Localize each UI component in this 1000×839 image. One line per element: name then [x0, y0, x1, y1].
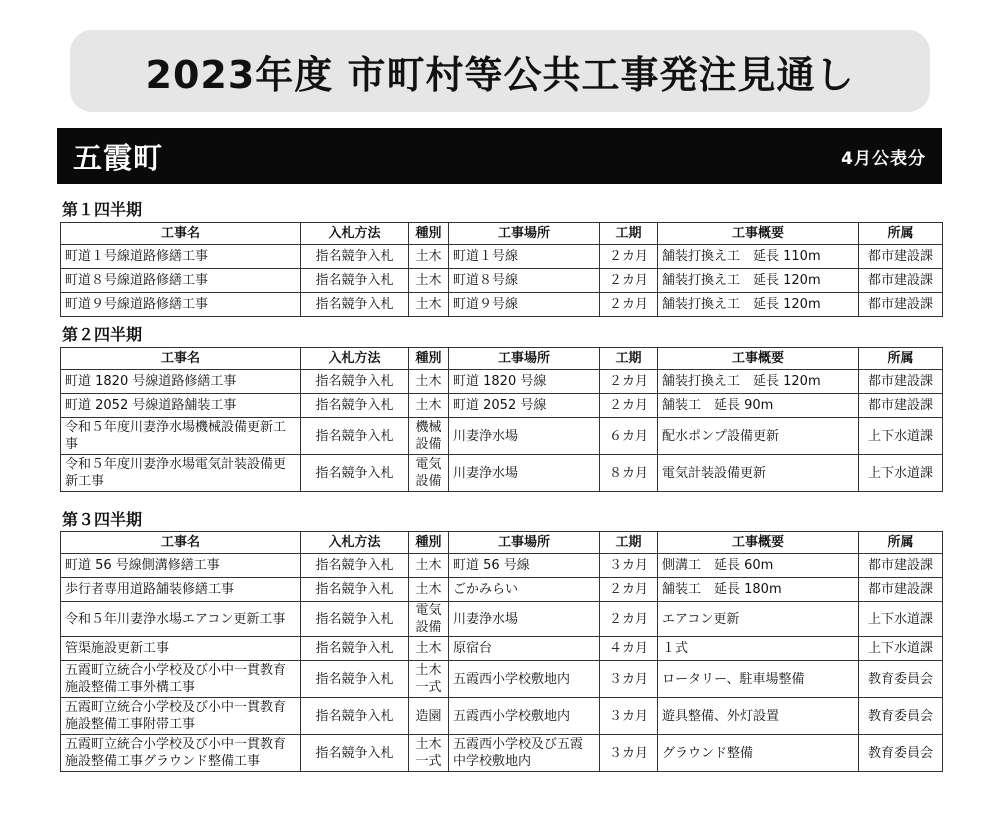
- header-summary: 工事概要: [658, 223, 859, 245]
- summary: 舗装打換え工 延長 120m: [658, 370, 859, 394]
- department: 上下水道課: [859, 418, 943, 455]
- table-row: [61, 661, 943, 698]
- category: 造園: [409, 698, 449, 735]
- header-period: 工期: [600, 223, 658, 245]
- table-row: [61, 418, 943, 455]
- department: 都市建設課: [859, 394, 943, 418]
- header-summary: 工事概要: [658, 348, 859, 370]
- summary: ロータリー、駐車場整備: [658, 661, 859, 698]
- category: 土木: [409, 370, 449, 394]
- table-row: [61, 269, 943, 293]
- bid-method: 指名競争入札: [301, 698, 409, 735]
- period: ８カ月: [600, 455, 658, 492]
- location: 川妻浄水場: [449, 602, 600, 637]
- table-row: [61, 698, 943, 735]
- category: 土木: [409, 269, 449, 293]
- department: 上下水道課: [859, 455, 943, 492]
- project-name: 五霞町立統合小学校及び小中一貫教育施設整備工事外構工事: [61, 661, 301, 698]
- bid-method: 指名競争入札: [301, 637, 409, 661]
- category: 土木: [409, 578, 449, 602]
- category: 電気設備: [409, 602, 449, 637]
- department: 都市建設課: [859, 269, 943, 293]
- period: ４カ月: [600, 637, 658, 661]
- bid-method: 指名競争入札: [301, 602, 409, 637]
- department: 上下水道課: [859, 637, 943, 661]
- title-banner: [70, 30, 930, 112]
- location: 町道 1820 号線: [449, 370, 600, 394]
- header-project-name: 工事名: [61, 223, 301, 245]
- summary: 側溝工 延長 60m: [658, 554, 859, 578]
- bid-method: 指名競争入札: [301, 661, 409, 698]
- town-name: 五霞町: [73, 140, 164, 175]
- header-department: 所属: [859, 348, 943, 370]
- header-location: 工事場所: [449, 532, 600, 554]
- location: 町道８号線: [449, 269, 600, 293]
- location: 町道 2052 号線: [449, 394, 600, 418]
- header-bid-method: 入札方法: [301, 223, 409, 245]
- category: 土木一式: [409, 661, 449, 698]
- header-project-name: 工事名: [61, 532, 301, 554]
- page-title: 2023年度 市町村等公共工事発注見通し: [145, 52, 855, 97]
- department: 教育委員会: [859, 661, 943, 698]
- summary: エアコン更新: [658, 602, 859, 637]
- published-label: 4月公表分: [841, 148, 926, 169]
- project-name: 町道９号線道路修繕工事: [61, 293, 301, 317]
- table-row: [61, 578, 943, 602]
- header-category: 種別: [409, 348, 449, 370]
- bid-method: 指名競争入札: [301, 370, 409, 394]
- table-header-row: [61, 532, 943, 554]
- header-period: 工期: [600, 532, 658, 554]
- period: ３カ月: [600, 661, 658, 698]
- table-row: [61, 735, 943, 772]
- category: 土木: [409, 394, 449, 418]
- header-location: 工事場所: [449, 223, 600, 245]
- period: ２カ月: [600, 602, 658, 637]
- summary: 舗装工 延長 180m: [658, 578, 859, 602]
- project-name: 町道 1820 号線道路修繕工事: [61, 370, 301, 394]
- header-category: 種別: [409, 532, 449, 554]
- project-name: 管渠施設更新工事: [61, 637, 301, 661]
- project-name: 五霞町立統合小学校及び小中一貫教育施設整備工事グラウンド整備工事: [61, 735, 301, 772]
- category: 土木一式: [409, 735, 449, 772]
- quarter-heading: 第３四半期: [62, 510, 143, 529]
- summary: グラウンド整備: [658, 735, 859, 772]
- town-header-bar: [57, 128, 942, 184]
- period: ３カ月: [600, 554, 658, 578]
- location: 町道９号線: [449, 293, 600, 317]
- bid-method: 指名競争入札: [301, 418, 409, 455]
- header-period: 工期: [600, 348, 658, 370]
- table-row: [61, 245, 943, 269]
- summary: 舗装打換え工 延長 110m: [658, 245, 859, 269]
- project-name: 町道 56 号線側溝修繕工事: [61, 554, 301, 578]
- location: 川妻浄水場: [449, 455, 600, 492]
- project-name: 町道８号線道路修繕工事: [61, 269, 301, 293]
- department: 都市建設課: [859, 554, 943, 578]
- table-row: [61, 394, 943, 418]
- summary: １式: [658, 637, 859, 661]
- project-name: 町道１号線道路修繕工事: [61, 245, 301, 269]
- table-row: [61, 455, 943, 492]
- location: ごかみらい: [449, 578, 600, 602]
- bid-method: 指名競争入札: [301, 293, 409, 317]
- bid-method: 指名競争入札: [301, 269, 409, 293]
- project-name: 歩行者専用道路舗装修繕工事: [61, 578, 301, 602]
- bid-method: 指名競争入札: [301, 554, 409, 578]
- project-name: 町道 2052 号線道路舗装工事: [61, 394, 301, 418]
- header-project-name: 工事名: [61, 348, 301, 370]
- header-department: 所属: [859, 223, 943, 245]
- project-name: 五霞町立統合小学校及び小中一貫教育施設整備工事附帯工事: [61, 698, 301, 735]
- summary: 電気計装設備更新: [658, 455, 859, 492]
- table-row: [61, 293, 943, 317]
- category: 土木: [409, 245, 449, 269]
- summary: 遊具整備、外灯設置: [658, 698, 859, 735]
- period: ２カ月: [600, 293, 658, 317]
- header-department: 所属: [859, 532, 943, 554]
- category: 土木: [409, 637, 449, 661]
- table-row: [61, 637, 943, 661]
- location: 五霞西小学校敷地内: [449, 698, 600, 735]
- table-row: [61, 554, 943, 578]
- bid-method: 指名競争入札: [301, 578, 409, 602]
- quarter-heading: 第１四半期: [62, 200, 143, 219]
- category: 土木: [409, 293, 449, 317]
- period: ２カ月: [600, 394, 658, 418]
- period: ２カ月: [600, 578, 658, 602]
- table-header-row: [61, 223, 943, 245]
- category: 電気設備: [409, 455, 449, 492]
- project-name: 令和５年度川妻浄水場電気計装設備更新工事: [61, 455, 301, 492]
- department: 教育委員会: [859, 735, 943, 772]
- bid-method: 指名競争入札: [301, 735, 409, 772]
- quarter-table: [60, 531, 943, 772]
- table-row: [61, 602, 943, 637]
- location: 町道 56 号線: [449, 554, 600, 578]
- location: 五霞西小学校及び五霞中学校敷地内: [449, 735, 600, 772]
- header-category: 種別: [409, 223, 449, 245]
- period: ２カ月: [600, 370, 658, 394]
- table-row: [61, 370, 943, 394]
- header-bid-method: 入札方法: [301, 348, 409, 370]
- quarter-heading: 第２四半期: [62, 325, 143, 344]
- summary: 舗装打換え工 延長 120m: [658, 293, 859, 317]
- location: 五霞西小学校敷地内: [449, 661, 600, 698]
- summary: 舗装打換え工 延長 120m: [658, 269, 859, 293]
- quarter-table: [60, 222, 943, 317]
- bid-method: 指名競争入札: [301, 394, 409, 418]
- table-header-row: [61, 348, 943, 370]
- bid-method: 指名競争入札: [301, 245, 409, 269]
- period: ３カ月: [600, 698, 658, 735]
- bid-method: 指名競争入札: [301, 455, 409, 492]
- department: 都市建設課: [859, 370, 943, 394]
- period: ２カ月: [600, 245, 658, 269]
- location: 原宿台: [449, 637, 600, 661]
- department: 教育委員会: [859, 698, 943, 735]
- department: 都市建設課: [859, 293, 943, 317]
- project-name: 令和５年川妻浄水場エアコン更新工事: [61, 602, 301, 637]
- department: 都市建設課: [859, 245, 943, 269]
- project-name: 令和５年度川妻浄水場機械設備更新工事: [61, 418, 301, 455]
- department: 都市建設課: [859, 578, 943, 602]
- quarter-table: [60, 347, 943, 492]
- location: 川妻浄水場: [449, 418, 600, 455]
- header-bid-method: 入札方法: [301, 532, 409, 554]
- summary: 配水ポンプ設備更新: [658, 418, 859, 455]
- category: 機械設備: [409, 418, 449, 455]
- category: 土木: [409, 554, 449, 578]
- period: ２カ月: [600, 269, 658, 293]
- period: ３カ月: [600, 735, 658, 772]
- period: ６カ月: [600, 418, 658, 455]
- department: 上下水道課: [859, 602, 943, 637]
- summary: 舗装工 延長 90m: [658, 394, 859, 418]
- header-summary: 工事概要: [658, 532, 859, 554]
- header-location: 工事場所: [449, 348, 600, 370]
- location: 町道１号線: [449, 245, 600, 269]
